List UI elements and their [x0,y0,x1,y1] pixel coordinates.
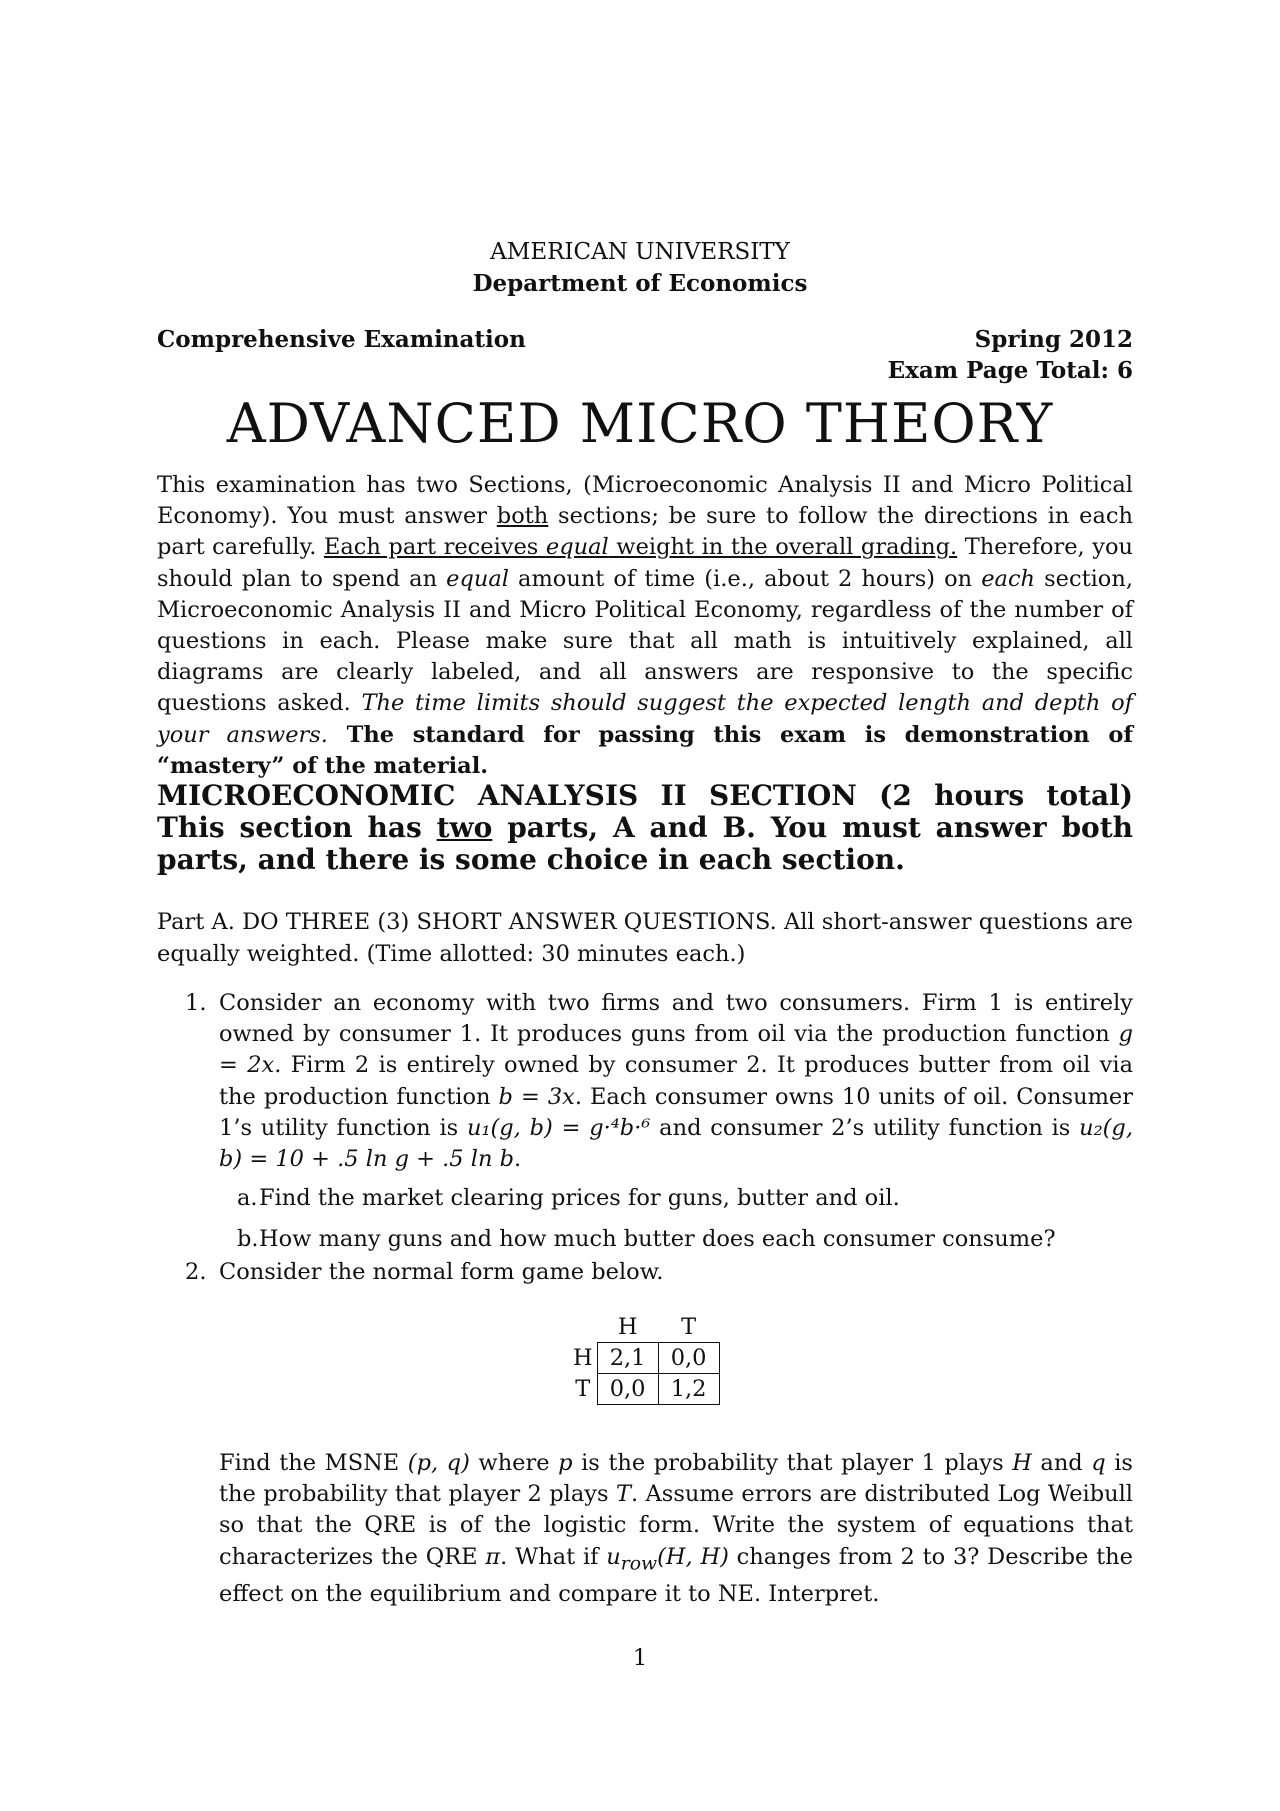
section-title: MICROECONOMIC ANALYSIS II SECTION (2 hours total) [157,779,1133,812]
question-text: is the probability that player 1 plays [572,1450,1013,1476]
question-text: . Each consumer owns 10 units of oil. Consumer 1’s utility function is [219,1083,1133,1141]
question-text: Consider an economy with two firms and two consumers. Firm 1 is entirely owned by consumer 1. It produces guns from oil via the production function [219,990,1133,1048]
payoff-header-row [573,1312,719,1343]
intro-text: Therefore, you should plan to spend an [157,534,1134,592]
question-number: 2. [185,1259,207,1285]
math: H [1012,1450,1032,1476]
question-text: . Firm 2 is entirely owned by consumer 2. It produces butter from oil via the production function [219,1052,1133,1110]
intro-text: This examination has two Sections, (Microeconomic Analysis II and Micro Political Economy). You must answer [157,472,1133,530]
intro-text: amount of time (i.e., about 2 hours) on [508,565,982,592]
intro-italic-equal: equal [446,565,509,592]
payoff-row [573,1343,719,1374]
math: T [615,1481,631,1508]
section-subtitle: This section has [157,811,437,844]
exam-page-total: Exam Page Total: 6 [887,357,1133,384]
equation: u₁(g, b) = g·⁴b·⁶ [466,1114,651,1141]
question-text: where [469,1450,559,1476]
question-text: and consumer 2’s utility function is [650,1114,1080,1141]
section-subtitle-underlined: two [436,811,493,844]
payoff-cell: 2,1 [597,1343,658,1374]
question-text: is the probability that player 2 plays [219,1450,1133,1508]
exam-term-block [888,324,1133,386]
subpart-text: How many guns and how much butter does each consumer consume? [259,1226,1056,1253]
corner-cell [573,1312,597,1343]
question-2 [157,1257,1133,1288]
question-text: Find the MSNE [219,1450,408,1476]
intro-underlined-weight [324,534,957,560]
part-a-instructions: Part A. DO THREE (3) SHORT ANSWER QUESTIONS. All short-answer questions are equally weighted. (Time allotted: 30 minutes each.) [157,909,1133,967]
question-text: . What if [500,1543,607,1570]
section-heading [157,780,1133,876]
intro-italic-time-limits: The time limits should suggest the expected length and depth of your answers. [157,690,1133,748]
page-title: ADVANCED MICRO THEORY [226,392,1054,455]
question-text: and [1031,1450,1092,1476]
equation: g = 2x [219,1021,1133,1079]
equation: b = 3x [498,1083,575,1110]
payoff-cell: 1,2 [658,1374,719,1405]
intro-text: weight in the overall grading. [608,534,958,561]
question-1-subparts [219,1183,1133,1265]
university-name: AMERICAN UNIVERSITY [490,239,790,265]
exam-type: Comprehensive Examination [157,326,526,353]
row-label: T [575,1376,591,1402]
math: (p, q) [407,1450,470,1476]
math: p [558,1450,573,1476]
institution-header [0,236,1280,300]
intro-text: sections; be sure to follow the directions in each part carefully. [157,503,1134,561]
question-1-text [219,988,1133,1175]
subpart-label: a. [237,1185,258,1212]
question-number: 1. [185,990,207,1016]
column-label: H [617,1314,638,1340]
payoff-cell: 0,0 [597,1374,658,1405]
page-number: 1 [632,1645,648,1671]
payoff-row [573,1374,719,1405]
payoff-cell: 0,0 [658,1343,719,1374]
subpart-a [219,1183,1133,1224]
question-text: . Assume errors are distributed Log Weibull so that the QRE is of the logistic form. Write the system of equations that characterizes the QRE [219,1481,1133,1570]
math: q [1091,1450,1106,1476]
intro-bold-standard: The standard for passing this exam is demonstration of “mastery” of the material. [157,721,1134,779]
subpart-label: b. [237,1226,259,1253]
intro-underlined-both: both [496,503,549,530]
intro-text: section, Microeconomic Analysis II and Micro Political Economy, regardless of the number of questions in each. Please make sure that all math is intuitively explained, all diagrams are clearly labeled, and all answers are responsive to the specific questions asked. [157,565,1133,717]
question-text: changes from 2 to 3? Describe the effect on the equilibrium and compare it to NE. Interpret. [219,1543,1133,1608]
question-2-text [219,1448,1133,1611]
subpart-text: Find the market clearing prices for guns, butter and oil. [259,1185,900,1212]
payoff-matrix [573,1312,720,1405]
equation: u₂(g, b) = 10 + .5 ln g + .5 ln b [219,1114,1133,1173]
math: (H, H) [657,1543,729,1570]
row-label: H [573,1345,593,1371]
math: u [606,1543,621,1570]
math: π [485,1543,501,1570]
math-subscript: row [620,1553,658,1575]
question-2-intro: Consider the normal form game below. [219,1259,664,1285]
question-1 [157,988,1133,1265]
column-label: T [681,1314,697,1340]
intro-text: Each part receives [323,534,546,561]
intro-italic-equal: equal [545,534,609,561]
exam-term: Spring 2012 [974,326,1133,353]
intro-italic-each: each [981,565,1036,592]
section-subtitle: parts, A and B. You must answer both parts, and there is some choice in each section. [157,811,1133,876]
department-name: Department of Economics [472,270,808,297]
question-text: . [514,1146,522,1173]
intro-paragraph [157,470,1133,782]
